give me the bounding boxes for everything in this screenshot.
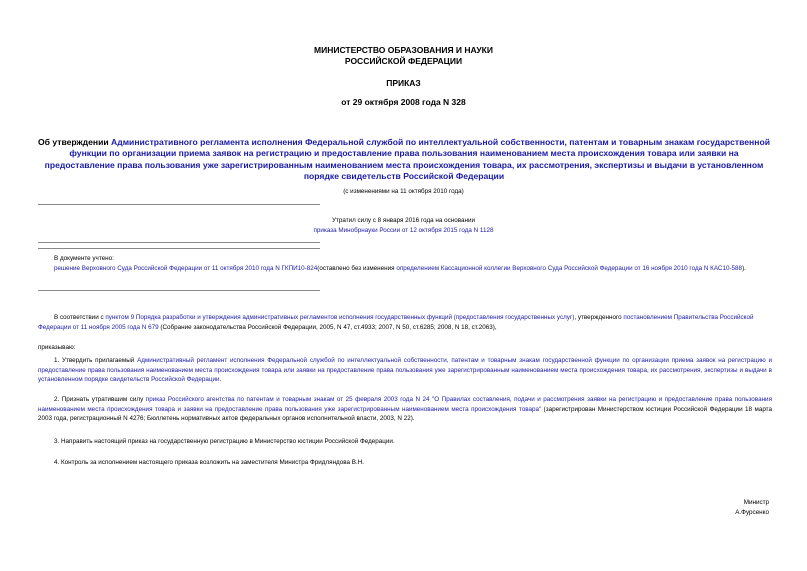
document-note: [38, 254, 772, 273]
order-item-3: 3. Направить настоящий приказ на государственную регистрацию в Министерство юстиции Российской Федерации.: [54, 438, 395, 445]
signature-name: А.Фурсенко: [735, 508, 769, 516]
ministry-heading: [0, 45, 807, 67]
item2-text: 2. Признать утратившим силу: [54, 396, 146, 403]
order-word: приказываю:: [38, 344, 76, 351]
note-mid-text: (оставлено без изменения: [317, 264, 397, 272]
preamble-text-3: (Собрание законодательства Российской Федерации, 2005, N 47, ст.4933; 2007, N 50, ст.6285; 2008, N 18, ст.2063),: [158, 323, 497, 331]
status-repeal-link[interactable]: приказа Минобрнауки России от 12 октября 2015 года N 1128: [313, 226, 494, 234]
order-item-4: 4. Контроль за исполнением настоящего приказа возложить на заместителя Министра Фридляндова В.Н.: [54, 459, 364, 466]
preamble: [38, 313, 772, 332]
signature-block: [600, 498, 769, 517]
order-item-2: [38, 395, 772, 424]
order-item-1: [38, 356, 772, 385]
signature-title: Министр: [743, 499, 769, 506]
note-label: В документе учтено:: [54, 255, 114, 262]
divider: [38, 242, 320, 243]
amendment-note: (с изменениями на 11 октября 2010 года): [343, 188, 464, 195]
divider: [38, 290, 320, 291]
title-prefix: Об утверждении: [38, 137, 112, 147]
preamble-government-decree-link[interactable]: постановлением Правительства Российской Федерации от 11 ноября 2005 года N 679: [38, 314, 754, 331]
doc-type: ПРИКАЗ: [386, 78, 421, 88]
note-court-decision-link[interactable]: решение Верховного Суда Российской Федерации от 11 октября 2010 года N ГКПИ10-824: [54, 264, 318, 272]
item1-end: .: [219, 376, 222, 384]
item2-end: (зарегистрирован Министерством юстиции Российской Федерации 18 марта 2003 года, регистрационный N 4276; Бюллетень нормативных актов федеральных органов исполнительной власти, 2003, N 22).: [38, 405, 772, 423]
note-end-text: ).: [742, 264, 746, 272]
status-block: [0, 216, 807, 235]
title-regulation-link[interactable]: Административного регламента исполнения Федеральной службой по интеллектуальной собственности, патентам и товарным знакам государственной функции по организации приема заявок на регистрацию и предоставление права пользования наименованием места происхождения товара или заявки на предоставление права пользования уже зарегистрированным наименованием места происхождения товара, их рассмотрения, экспертизы и выдачи в установленном порядке свидетельств Российской Федерации: [44, 137, 770, 181]
item1-text: 1. Утвердить прилагаемый: [54, 357, 138, 364]
divider: [38, 248, 320, 249]
divider: [38, 204, 320, 205]
item1-regulation-link[interactable]: Административный регламент исполнения Федеральной службой по интеллектуальной собственности, патентам и товарным знакам государственной функции по организации приема заявок на регистрацию и предоставление права пользования наименованием места происхождения товара или заявки на предоставление права пользования уже зарегистрированным наименованием места происхождения товара, их рассмотрения, экспертизы и выдачи в установленном порядке свидетельств Российской Федерации: [38, 357, 772, 384]
note-cassation-link[interactable]: определением Кассационной коллегии Верховного Суда Российской Федерации от 16 ноября 2010 года N КАС10-588: [396, 264, 743, 272]
note-text: [38, 264, 772, 274]
doc-date: от 29 октября 2008 года N 328: [341, 97, 466, 107]
preamble-text-1: В соответствии с: [54, 314, 106, 321]
ministry-line-2: РОССИЙСКОЙ ФЕДЕРАЦИИ: [344, 56, 463, 66]
item2-repealed-order-link[interactable]: приказ Российского агентства по патентам и товарным знакам от 25 февраля 2003 года N 24 "О Правилах составления, подачи и рассмотрения заявки на регистрацию и предоставление права пользования наименованием места происхождения товара и заявки на предоставление права пользования уже зарегистрированным наименованием места происхождения товара": [38, 396, 772, 413]
status-line: Утратил силу с 8 января 2016 года на основании: [331, 217, 476, 224]
document-title: [38, 137, 770, 182]
preamble-procedure-link[interactable]: пунктом 9 Порядка разработки и утверждения административных регламентов исполнения государственных функций (предоставления государственных услуг): [105, 314, 575, 321]
ministry-line-1: МИНИСТЕРСТВО ОБРАЗОВАНИЯ И НАУКИ: [314, 45, 493, 55]
preamble-text-2: , утвержденного: [574, 314, 624, 321]
